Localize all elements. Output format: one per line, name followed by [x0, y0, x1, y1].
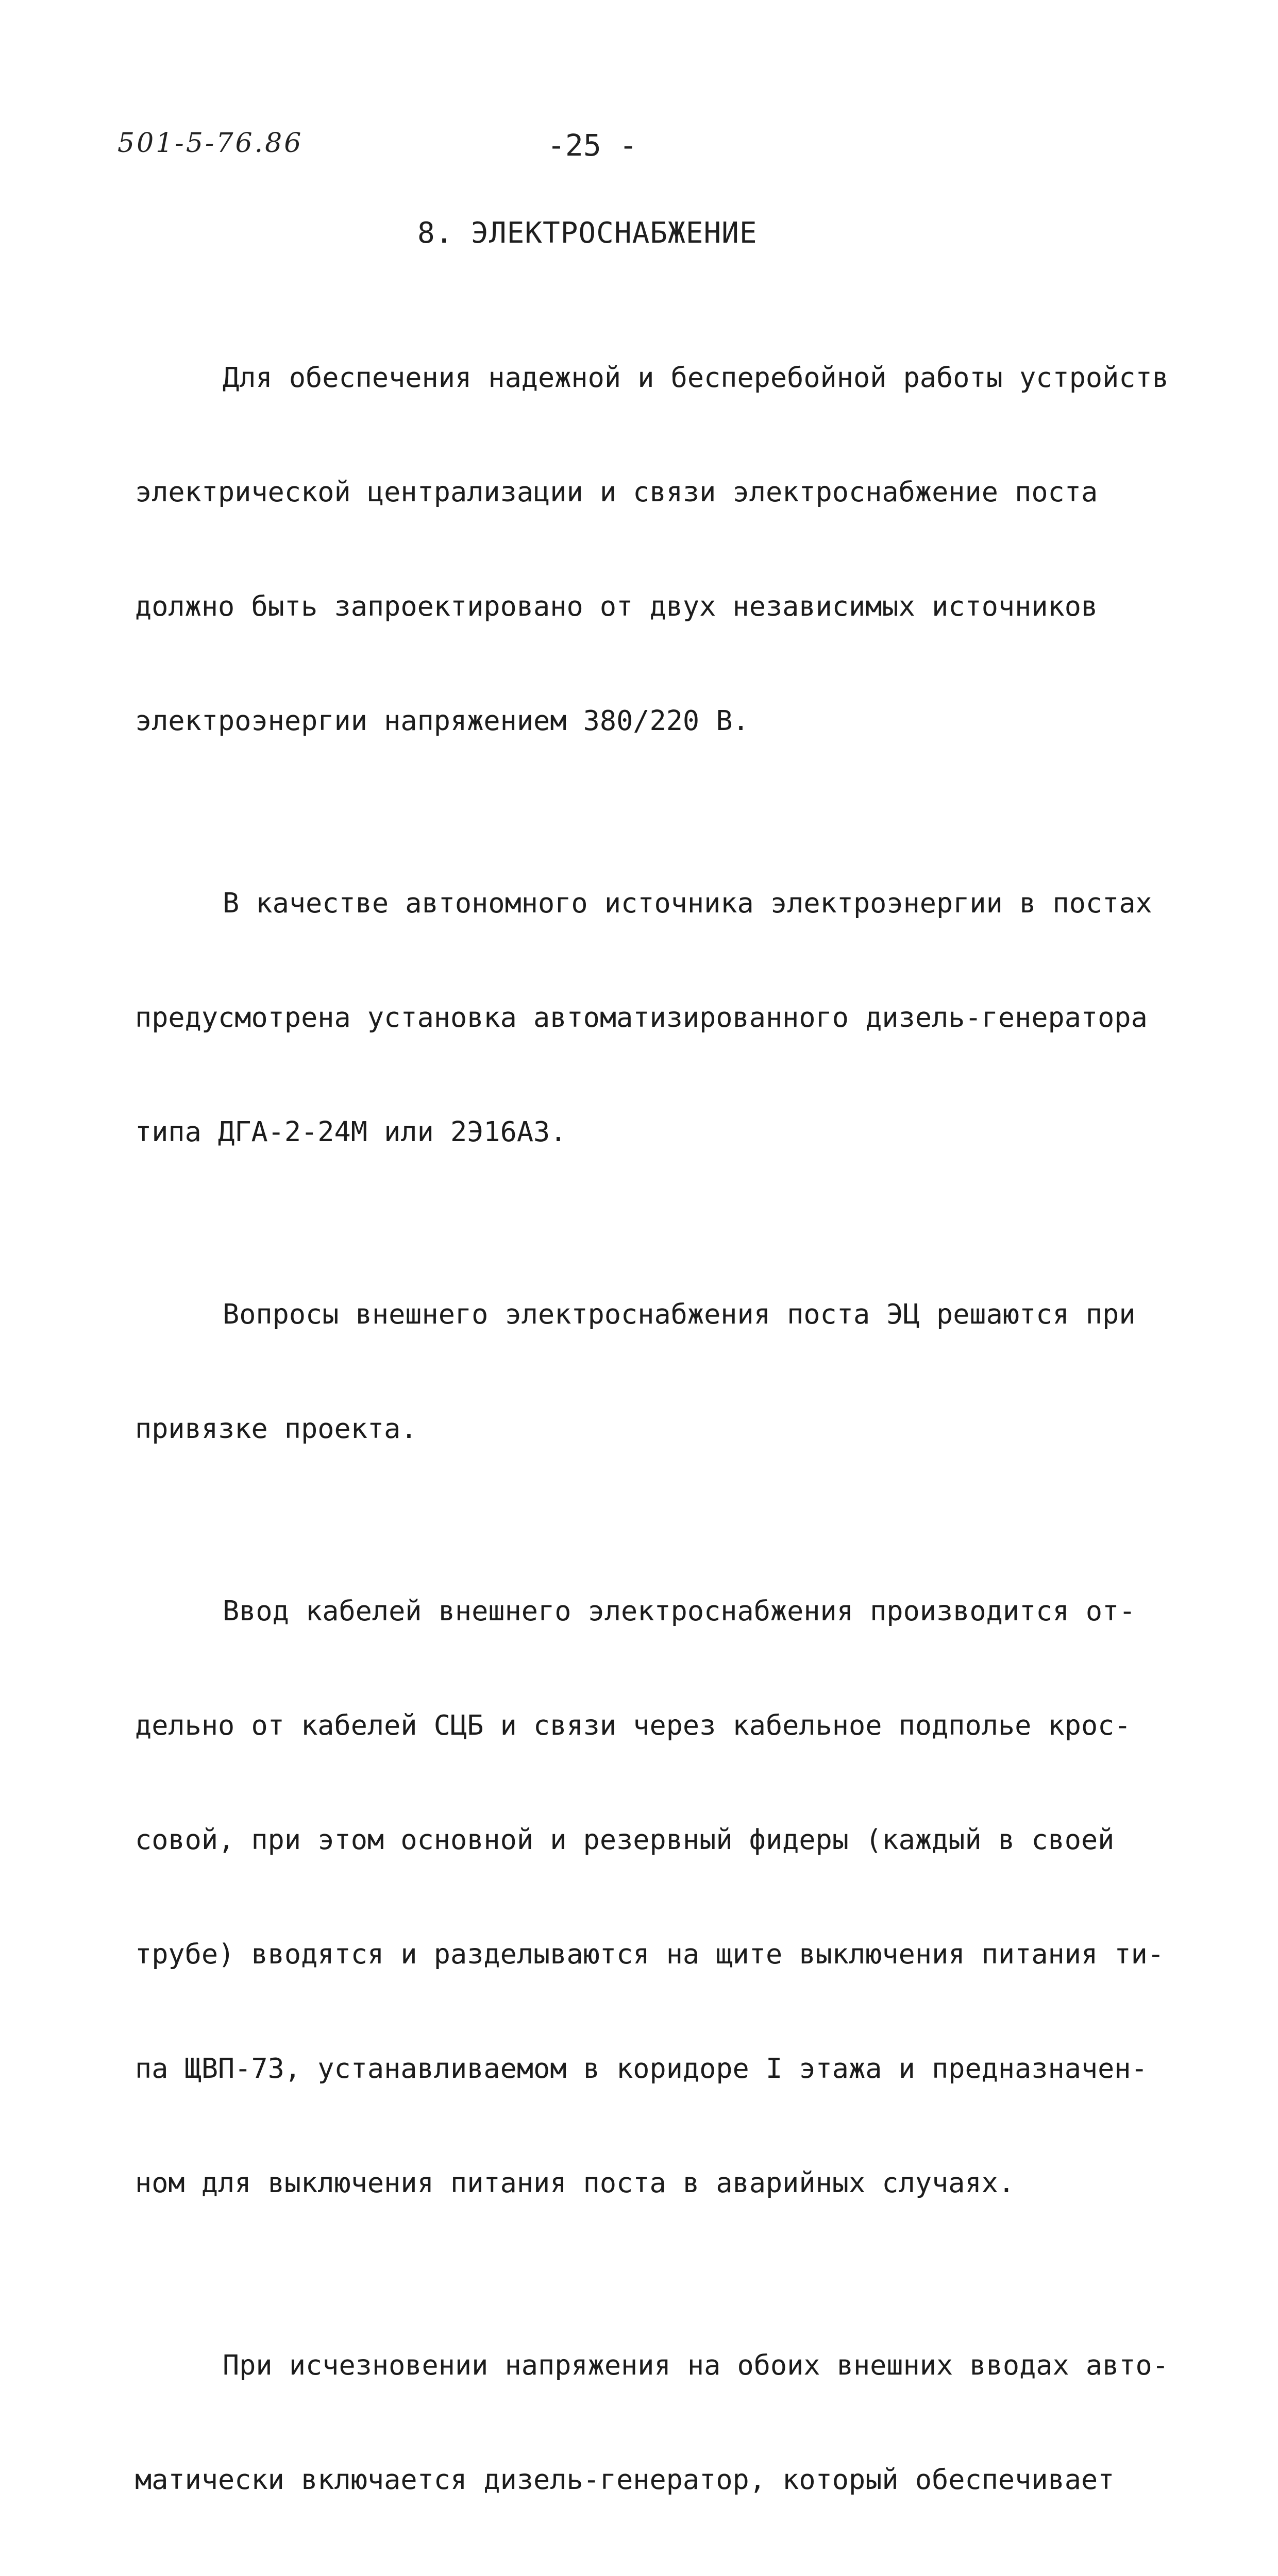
text-line: Ввод кабелей внешнего электроснабжения производится от- [223, 1595, 1136, 1627]
section-title: 8. ЭЛЕКТРОСНАБЖЕНИЕ [417, 216, 758, 250]
paragraph [135, 817, 1243, 1217]
text-line: типа ДГА-2-24М или 2Э16А3. [135, 1115, 567, 1148]
text-line: Для обеспечения надежной и бесперебойной работы устройств [223, 361, 1169, 394]
document-code: 501-5-76.86 [117, 128, 304, 159]
text-line: электрической централизации и связи электроснабжение поста [135, 476, 1098, 508]
text-line: Вопросы внешнего электроснабжения поста ЭЦ решаются при [223, 1298, 1136, 1330]
paragraph [135, 1228, 1243, 1514]
text-line: дельно от кабелей СЦБ и связи через кабельное подполье крос- [135, 1709, 1131, 1741]
paragraph [135, 1525, 1243, 2268]
text-line: матически включается дизель-генератор, который обеспечивает [135, 2463, 1115, 2496]
text-line: должно быть запроектировано от двух независимых источников [135, 590, 1098, 622]
text-line: При исчезновении напряжения на обоих внешних вводах авто- [223, 2349, 1169, 2381]
paragraph [135, 2279, 1243, 2576]
paragraph [135, 292, 1243, 806]
text-line: трубе) вводятся и разделываются на щите выключения питания ти- [135, 1938, 1165, 1970]
text-line: па ЩВП-73, устанавливаемом в коридоре I этажа и предназначен- [135, 2052, 1148, 2084]
text-line: электроэнергии напряжением 380/220 В. [135, 704, 749, 737]
body-text [135, 292, 1243, 2576]
page-number: -25 - [547, 128, 637, 163]
text-line: совой, при этом основной и резервный фидеры (каждый в своей [135, 1823, 1115, 1856]
text-line: В качестве автономного источника электроэнергии в постах [223, 887, 1152, 919]
text-line [135, 2565, 1243, 2576]
text-line: привязке проекта. [135, 1412, 417, 1445]
text-line: предусмотрена установка автоматизированного дизель-генератора [135, 1001, 1148, 1033]
text-line: ном для выключения питания поста в аварийных случаях. [135, 2166, 1015, 2199]
